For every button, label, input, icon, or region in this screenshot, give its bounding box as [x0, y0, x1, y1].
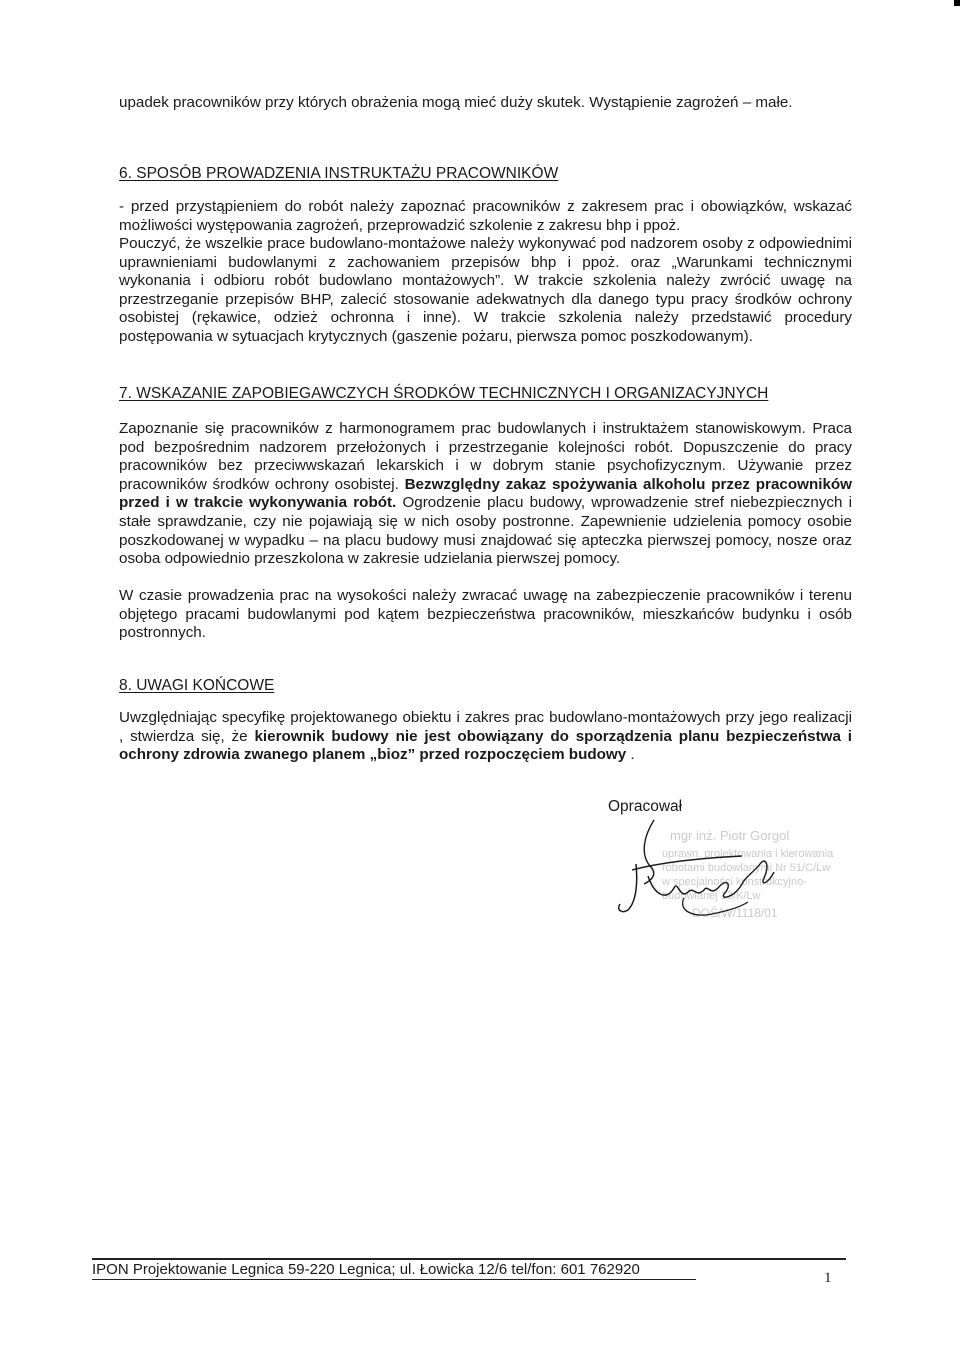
footer-text: IPON Projektowanie Legnica 59-220 Legnica; ul. Łowicka 12/6 tel/fon: 601 762920 [92, 1261, 640, 1278]
section-7-paragraph-1 [119, 420, 852, 569]
footer-underline [92, 1279, 696, 1280]
section-8-paragraph [119, 709, 852, 765]
section-8-text-a: Uwzględniając specyfikę projektowanego obiektu i zakres prac budowlano-montażowych przy jego realizacji , stwierdza się, że [119, 709, 852, 745]
stamp-line: uprawn. projektowania i kierowania [662, 848, 834, 860]
handwritten-signature [592, 814, 892, 934]
section-7-bold-warning: Bezwzględny zakaz spożywania alkoholu przez pracowników przed i w trakcie wykonywania robót. [119, 475, 852, 512]
section-8-text-b: . [626, 746, 635, 764]
section-6-paragraph-1: - przed przystąpieniem do robót należy zapoznać pracowników z zakresem prac i obowiązków, wskazać możliwości występowania zagrożeń, przeprowadzić szkolenie z zakresu bhp i ppoż. [119, 198, 852, 234]
section-6-paragraph-2: Pouczyć, że wszelkie prace budowlano-montażowe należy wykonywać pod nadzorem osoby z odpowiednimi uprawnieniami budowlanymi z zachowaniem przepisów bhp i ppoż. oraz „Warunkami technicznymi wykonania i odbioru robót budowlano montażowych”. W trakcie szkolenia należy zwrócić uwagę na przestrzeganie przepisów BHP, zalecić stosowanie adekwatnych dla danego typu pracy środków ochrony osobistej (rękawice, odzież ochronna i inne). W trakcie szkolenia należy przedstawić procedury postępowania w sytuacjach krytycznych (gaszenie pożaru, pierwsza pomoc poszkodowanym). [119, 235, 852, 345]
footer-rule [92, 1258, 846, 1260]
stamp-line: mgr inż. Piotr Gorgol [670, 828, 790, 843]
stamp-line: DOŚ/W/1118/01 [692, 906, 778, 920]
section-7-heading: 7. WSKAZANIE ZAPOBIEGAWCZYCH ŚRODKÓW TECHNICZNYCH I ORGANIZACYJNYCH [119, 385, 769, 402]
section-7-text-a: Zapoznanie się pracowników z harmonogramem prac budowlanych i instruktażem stanowiskowym. Praca pod bezpośrednim nadzorem przełożonych i przestrzeganie kolejności robót. Dopuszczenie do pracy pracowników bez przeciwwskazań lekarskich i w dobrym stanie psychofizycznym. Używanie przez pracowników środków ochrony osobistej. [119, 420, 852, 493]
section-8-heading: 8. UWAGI KOŃCOWE [119, 677, 275, 694]
section-7-paragraph-2: W czasie prowadzenia prac na wysokości należy zwracać uwagę na zabezpieczenie pracowników i terenu objętego pracami budowlanymi pod kątem bezpieczeństwa pracowników, mieszkańców budynku i osób postronnych. [119, 587, 852, 642]
scan-corner-mark [954, 0, 960, 6]
signature-label: Opracował [608, 798, 683, 815]
section-6-heading: 6. SPOSÓB PROWADZENIA INSTRUKTAŻU PRACOWNIKÓW [119, 165, 559, 182]
intro-paragraph: upadek pracowników przy których obrażenia mogą mieć duży skutek. Wystąpienie zagrożeń – małe. [119, 94, 793, 111]
section-7-text-b: Ogrodzenie placu budowy, wprowadzenie stref niebezpiecznych i stałe sprawdzanie, czy nie pojawiają się w nich osoby postronne. Zapewnienie udzielenia pomocy osobie poszkodowanej w wypadku – na placu budowy musi znajdować się apteczka pierwszej pomocy, nosze oraz osoba odpowiednio przeszkolona w zakresie udzielania pierwszej pomocy. [119, 494, 852, 568]
signature-stamp [592, 814, 892, 934]
stamp-line: w specjalności konstrukcyjno- [662, 876, 807, 888]
stamp-line: budowlanej 13/K/Lw [662, 890, 761, 902]
section-8-bold-conclusion: kierownik budowy nie jest obowiązany do sporządzenia planu bezpieczeństwa i ochrony zdrowia zwanego planem „bioz” przed rozpoczęciem budowy [119, 727, 852, 764]
stamp-line: robotami budowlanymi Nr 51/C/Lw [662, 862, 831, 874]
page-number: 1 [824, 1270, 832, 1286]
